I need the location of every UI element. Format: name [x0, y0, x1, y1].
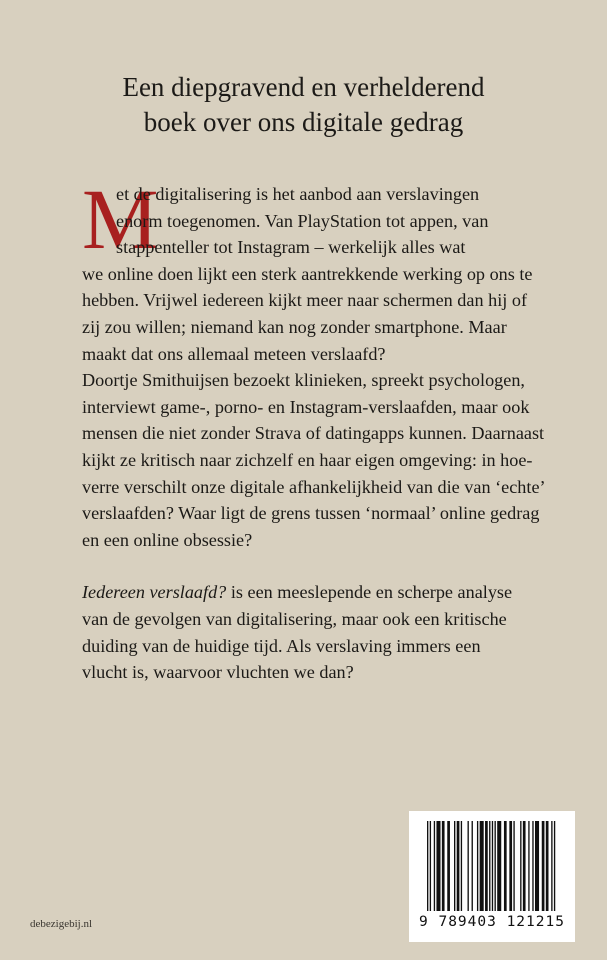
barcode-bar — [528, 821, 529, 911]
blurb-line: zij zou willen; niemand kan nog zonder smartphone. Maar — [82, 316, 507, 337]
blurb-line: duiding van de huidige tijd. Als verslaving immers een — [82, 635, 481, 656]
blurb — [82, 181, 562, 686]
barcode-bar — [442, 821, 445, 911]
headline-line-1: Een diepgravend en verhelderend — [122, 72, 485, 102]
barcode-bar — [434, 821, 435, 911]
barcode-bar — [436, 821, 440, 911]
blurb-paragraph-1 — [82, 181, 562, 367]
barcode-bar — [504, 821, 507, 911]
barcode-bar — [551, 821, 552, 911]
barcode-bar — [430, 821, 431, 911]
barcode-bar — [535, 821, 539, 911]
headline-line-2: boek over ons digitale gedrag — [143, 107, 464, 137]
barcode-bar — [427, 821, 428, 911]
blurb-line: en een online obsessie? — [82, 529, 253, 550]
blurb-line: maakt dat ons allemaal meteen verslaafd? — [82, 343, 386, 364]
barcode-bar — [492, 821, 493, 911]
barcode-bar — [497, 821, 501, 911]
barcode-bar — [468, 821, 469, 911]
blurb-line: kijkt ze kritisch naar zichzelf en haar eigen omgeving: in hoe- — [82, 449, 533, 470]
publisher-website: debezigebij.nl — [30, 918, 93, 930]
barcode-bar — [542, 821, 545, 911]
blurb-line: we online doen lijkt een sterk aantrekkende werking op ons te — [82, 263, 533, 284]
barcode-bar — [520, 821, 521, 911]
blurb-line: hebben. Vrijwel iedereen kijkt meer naar schermen dan hij of — [82, 290, 527, 311]
blurb-line — [82, 579, 562, 606]
barcode-bar — [461, 821, 462, 911]
barcode-bar — [513, 821, 514, 911]
blurb-line-rest: is een meeslepende en scherpe analyse — [226, 582, 513, 603]
barcode-bar — [477, 821, 478, 911]
isbn-number: 9 789403 121215 — [419, 914, 565, 930]
drop-cap: M — [82, 171, 159, 267]
blurb-line: vlucht is, waarvoor vluchten we dan? — [82, 662, 354, 683]
blurb-line: interviewt game-, porno- en Instagram-verslaafden, maar ook — [82, 396, 530, 417]
blurb-paragraph-2 — [82, 367, 562, 553]
blurb-line: verre verschilt onze digitale afhankelijkheid van die van ‘echte’ — [82, 476, 546, 497]
barcode-bar — [457, 821, 460, 911]
barcode-bar — [472, 821, 473, 911]
blurb-line: Doortje Smithuijsen bezoekt klinieken, spreekt psychologen, — [82, 370, 525, 391]
barcode-bar — [509, 821, 512, 911]
barcode-bar — [532, 821, 533, 911]
blurb-line: verslaafden? Waar ligt de grens tussen ‘normaal’ online gedrag — [82, 503, 540, 524]
headline — [0, 70, 607, 140]
barcode — [409, 811, 575, 942]
barcode-bar — [495, 821, 496, 911]
barcode-bar — [489, 821, 490, 911]
blurb-paragraph-3 — [82, 579, 562, 685]
barcode-bar — [554, 821, 555, 911]
barcode-bar — [485, 821, 488, 911]
barcode-bar — [546, 821, 549, 911]
blurb-line: van de gevolgen van digitalisering, maar ook een kritische — [82, 608, 507, 629]
blurb-line: et de digitalisering is het aanbod aan verslavingen — [116, 184, 480, 204]
blurb-line: mensen die niet zonder Strava of datingapps kunnen. Daarnaast — [82, 423, 545, 444]
blurb-line: enorm toegenomen. Van PlayStation tot appen, van — [116, 210, 489, 231]
book-title: Iedereen verslaafd? — [82, 582, 227, 603]
barcode-bar — [523, 821, 526, 911]
blurb-line: stappenteller tot Instagram – werkelijk alles wat — [116, 237, 466, 258]
barcode-bars — [427, 821, 557, 913]
barcode-bar — [480, 821, 484, 911]
barcode-bar — [447, 821, 450, 911]
barcode-bar — [454, 821, 455, 911]
